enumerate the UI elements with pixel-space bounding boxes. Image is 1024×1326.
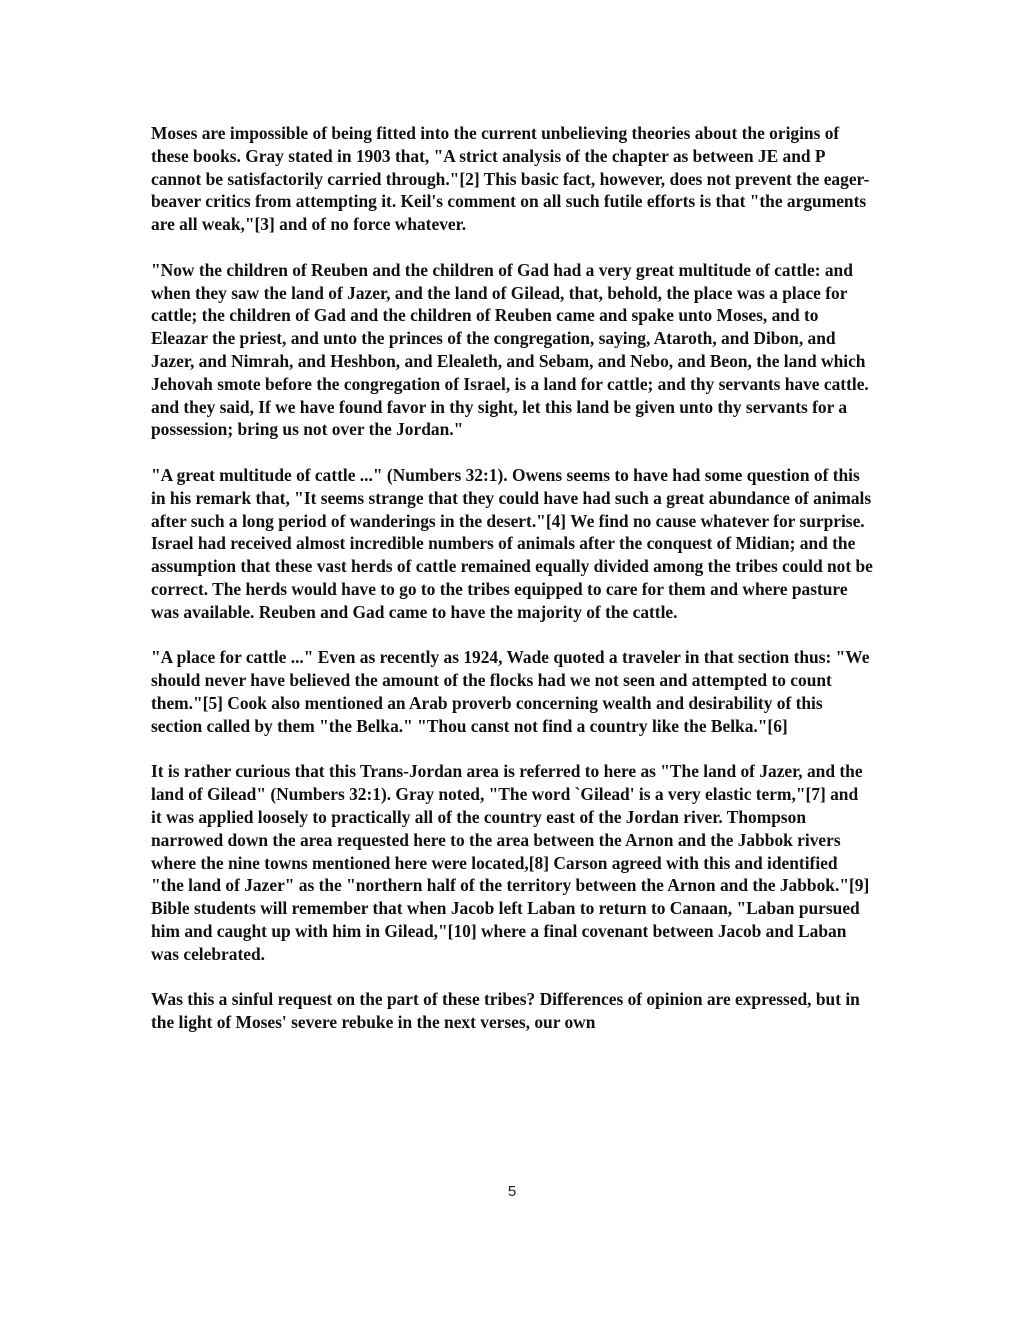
page-body <box>151 122 873 1034</box>
paragraph-land-of-jazer: It is rather curious that this Trans-Jordan area is referred to here as "The land of Jazer, and the land of Gilead" (Numbers 32:1). Gray noted, "The word `Gilead' is a very elastic term,"[7] and it was applied loosely to practically all of the country east of the Jordan river. Thompson narrowed down the area requested here to the area between the Arnon and the Jabbok rivers where the nine towns mentioned here were located,[8] Carson agreed with this and identified "the land of Jazer" as the "northern half of the territory between the Arnon and the Jabbok."[9] Bible students will remember that when Jacob left Laban to return to Canaan, "Laban pursued him and caught up with him in Gilead,"[10] where a final covenant between Jacob and Laban was celebrated. <box>151 761 870 964</box>
page-number: 5 <box>507 1183 517 1200</box>
paragraph-critics: Moses are impossible of being fitted into the current unbelieving theories about the origins of these books. Gray stated in 1903 that, "A strict analysis of the chapter as between JE and P cannot be satisfactorily carried through."[2] This basic fact, however, does not prevent the eager-beaver critics from attempting it. Keil's comment on all such futile efforts is that "the arguments are all weak,"[3] and of no force whatever. <box>151 123 870 235</box>
paragraph-sinful-request: Was this a sinful request on the part of these tribes? Differences of opinion are expressed, but in the light of Moses' severe rebuke in the next verses, our own <box>151 989 860 1033</box>
paragraph-multitude-of-cattle: "A great multitude of cattle ..." (Numbers 32:1). Owens seems to have had some question of this in his remark that, "It seems strange that they could have had such a great abundance of animals after such a long period of wanderings in the desert."[4] We find no cause whatever for surprise. Israel had received almost incredible numbers of animals after the conquest of Midian; and the assumption that these vast herds of cattle remained equally divided among the tribes could not be correct. The herds would have to go to the tribes equipped to care for them and where pasture was available. Reuben and Gad came to have the majority of the cattle. <box>151 464 873 622</box>
paragraph-scripture-quote: "Now the children of Reuben and the children of Gad had a very great multitude of cattle: and when they saw the land of Jazer, and the land of Gilead, that, behold, the place was a place for cattle; the children of Gad and the children of Reuben came and spake unto Moses, and to Eleazar the priest, and unto the princes of the congregation, saying, Ataroth, and Dibon, and Jazer, and Nimrah, and Heshbon, and Elealeth, and Sebam, and Nebo, and Beon, the land which Jehovah smote before the congregation of Israel, is a land for cattle; and thy servants have cattle. and they said, If we have found favor in thy sight, let this land be given unto thy servants for a possession; bring us not over the Jordan." <box>151 259 869 440</box>
paragraph-place-for-cattle: "A place for cattle ..." Even as recently as 1924, Wade quoted a traveler in that section thus: "We should never have believed the amount of the flocks had we not seen and attempted to count them."[5] Cook also mentioned an Arab proverb concerning wealth and desirability of this section called by them "the Belka." "Thou canst not find a country like the Belka."[6] <box>151 647 870 736</box>
